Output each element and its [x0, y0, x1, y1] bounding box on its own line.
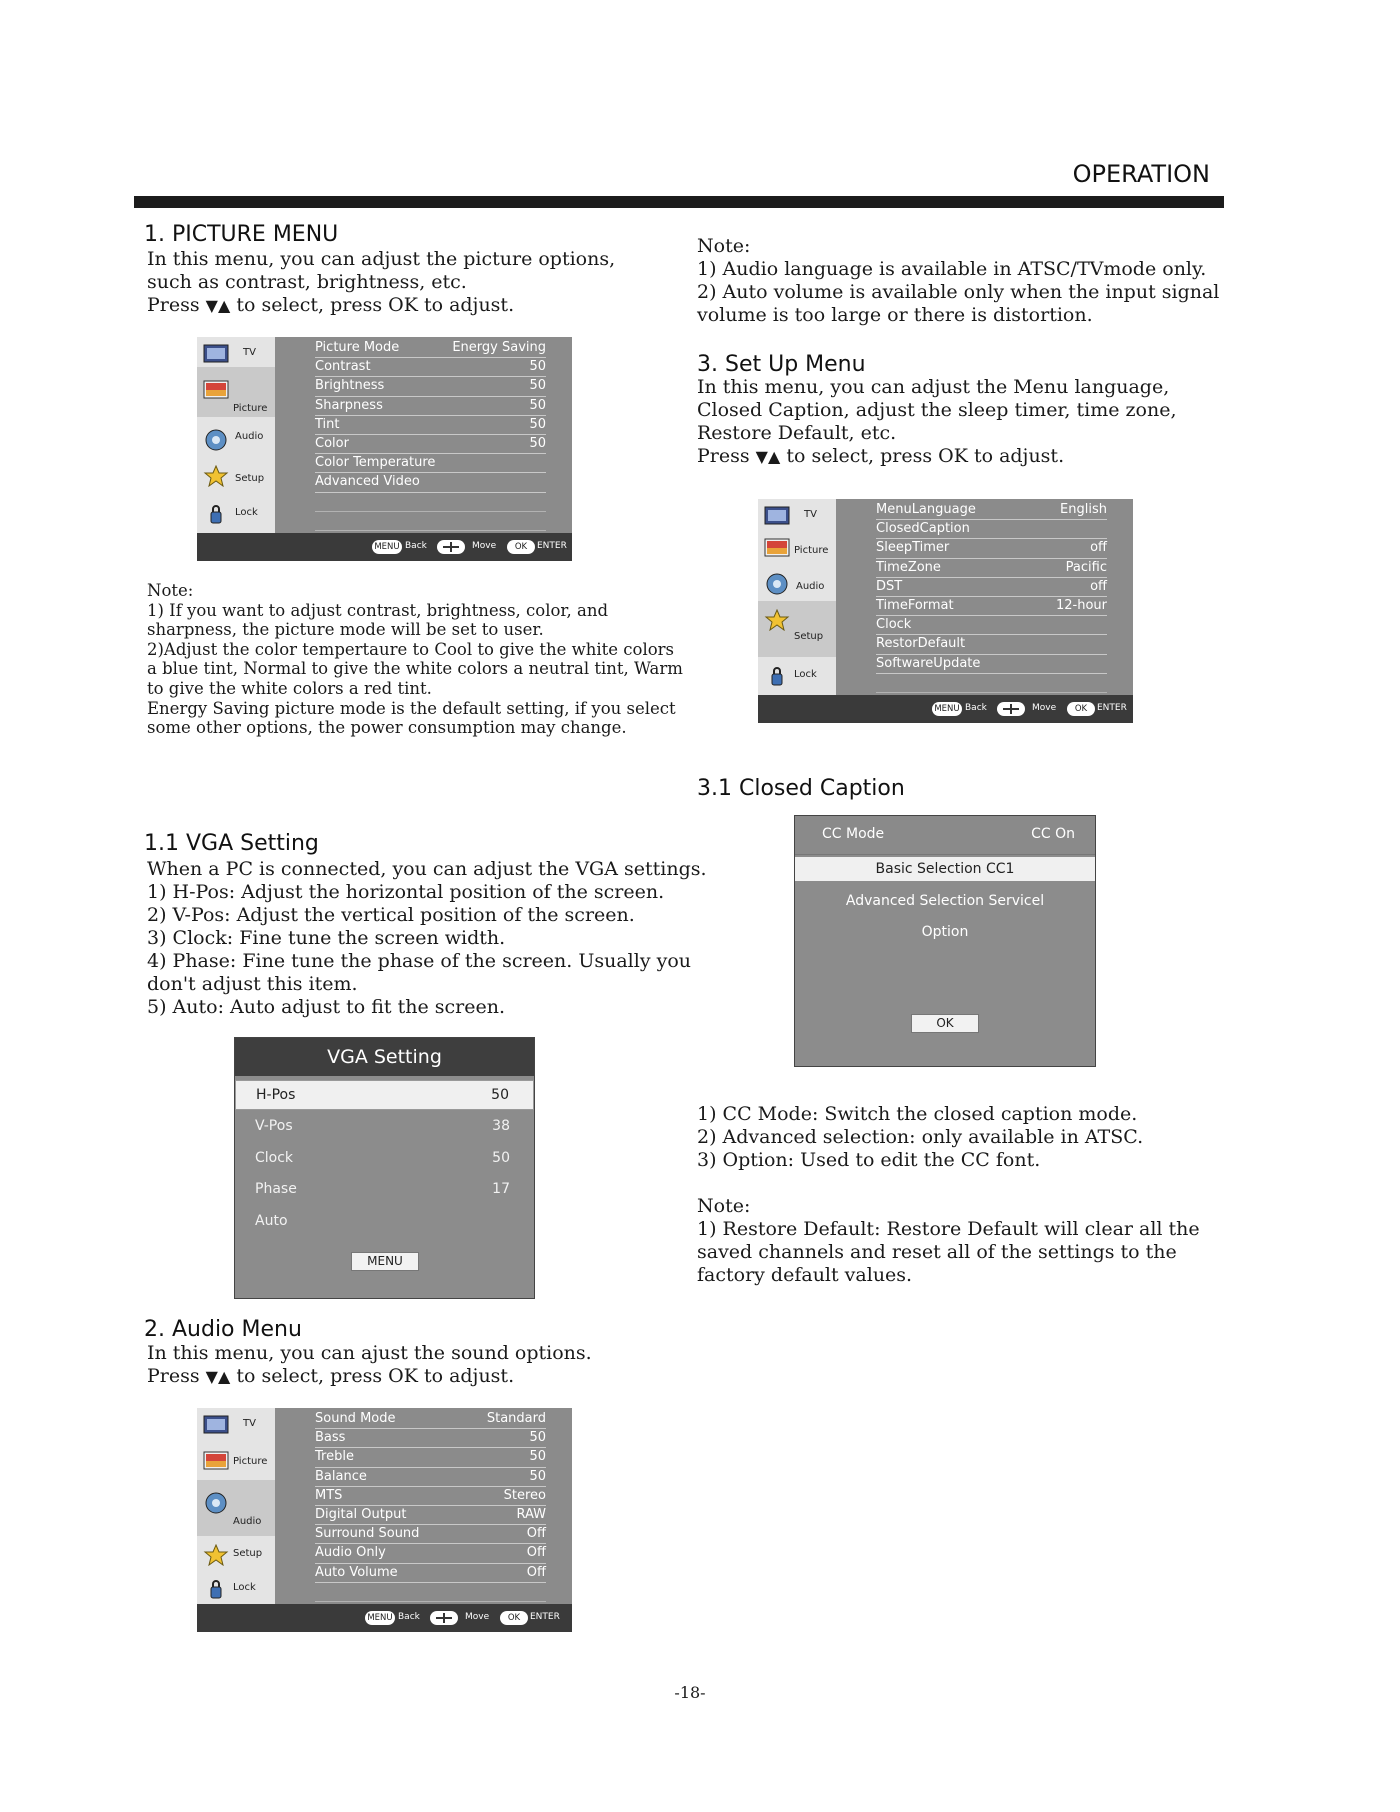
sidebar-label: TV — [243, 1418, 256, 1429]
vga-row-clock[interactable] — [235, 1144, 534, 1172]
note-line: some other options, the power consumption may change. — [147, 718, 627, 738]
sidebar-label: Setup — [233, 1548, 263, 1559]
row-value: off — [1090, 540, 1107, 556]
row-label: Brightness — [315, 378, 385, 394]
setup-menu-intro — [697, 376, 1177, 468]
tv-icon — [203, 1414, 229, 1436]
vga-row-phase[interactable] — [235, 1175, 534, 1203]
row-label: TimeZone — [876, 559, 941, 575]
sidebar-item-picture[interactable] — [758, 531, 836, 571]
menu-row[interactable] — [315, 1525, 546, 1544]
row-value: Standard — [486, 1411, 546, 1426]
setup-menu-heading: 3. Set Up Menu — [697, 352, 866, 377]
note-line: volume is too large or there is distortion. — [697, 304, 1093, 326]
row-value: 50 — [529, 1449, 546, 1465]
menu-row[interactable] — [315, 1448, 546, 1467]
menu-row-empty — [315, 512, 546, 531]
move-label: Move — [472, 541, 497, 551]
ok-key[interactable]: OK — [507, 540, 535, 554]
row-label: Clock — [255, 1150, 294, 1166]
menu-row[interactable] — [315, 1544, 546, 1563]
row-label: Digital Output — [315, 1506, 407, 1522]
intro-line: In this menu, you can ajust the sound options. — [147, 1342, 592, 1364]
setup-menu-screen — [758, 499, 1133, 723]
ok-key[interactable]: OK — [500, 1611, 528, 1625]
vga-line: don't adjust this item. — [147, 973, 358, 995]
row-value: 50 — [529, 1468, 546, 1484]
sidebar-item-setup[interactable] — [758, 601, 836, 657]
intro-line: Restore Default, etc. — [697, 422, 897, 444]
intro-line: In this menu, you can adjust the picture options, — [147, 248, 616, 270]
menu-row[interactable] — [315, 1487, 546, 1506]
row-value: 50 — [492, 1150, 510, 1166]
sidebar-label: TV — [804, 509, 817, 520]
row-value: 50 — [529, 435, 546, 451]
note-line: to give the white colors a red tint. — [147, 678, 432, 698]
wrench-icon — [764, 609, 790, 631]
picture-menu-heading: 1. PICTURE MENU — [144, 222, 339, 247]
press-instruction — [147, 294, 615, 317]
vga-row-hpos[interactable] — [235, 1080, 534, 1110]
row-value: 17 — [492, 1181, 510, 1197]
closed-caption-heading: 3.1 Closed Caption — [697, 776, 905, 801]
row-label: DST — [876, 578, 903, 594]
row-label: Contrast — [315, 359, 371, 375]
sidebar-label: Picture — [233, 1456, 268, 1467]
row-label: Advanced Video — [315, 474, 420, 490]
menu-rows — [315, 1410, 546, 1602]
picture-icon — [203, 1450, 229, 1472]
vga-line: 2) V-Pos: Adjust the vertical position of the screen. — [147, 904, 635, 926]
move-arrows-icon — [997, 702, 1025, 716]
arrow-keys-icon: ▼▲ — [205, 296, 231, 315]
row-label: RestorDefault — [876, 636, 966, 652]
row-label: SleepTimer — [876, 540, 950, 556]
vga-heading: 1.1 VGA Setting — [144, 831, 319, 856]
press-prefix: Press — [147, 294, 200, 316]
sidebar-label: Audio — [235, 431, 264, 442]
sidebar-label: Lock — [235, 507, 258, 518]
row-label: Clock — [876, 617, 912, 633]
back-label: Back — [398, 1612, 420, 1622]
menu-sidebar — [197, 337, 275, 533]
menu-row[interactable] — [876, 501, 1107, 520]
row-label: ClosedCaption — [876, 521, 970, 537]
note-title: Note: — [147, 581, 194, 600]
menu-rows — [315, 339, 546, 531]
tv-icon — [203, 343, 229, 365]
row-label: Bass — [315, 1430, 346, 1446]
back-label: Back — [965, 703, 987, 713]
row-value: RAW — [516, 1506, 546, 1522]
sidebar-label: Lock — [794, 669, 817, 680]
menu-row[interactable] — [315, 1564, 546, 1583]
note-title: Note: — [697, 1195, 751, 1217]
vga-title: VGA Setting — [235, 1038, 534, 1076]
page-number: -18- — [674, 1683, 706, 1702]
row-value: 50 — [529, 378, 546, 394]
row-value: 38 — [492, 1118, 510, 1134]
lock-icon — [764, 665, 790, 687]
menu-row-empty — [315, 1583, 546, 1602]
menu-row[interactable] — [315, 377, 546, 396]
header-rule — [134, 196, 1224, 208]
row-value: 50 — [529, 359, 546, 375]
lock-icon — [203, 1578, 229, 1600]
row-label: Audio Only — [315, 1545, 386, 1561]
row-label: H-Pos — [256, 1087, 296, 1103]
vga-row-vpos[interactable] — [235, 1112, 534, 1140]
audio-note — [697, 235, 1219, 327]
picture-menu-intro — [147, 248, 615, 317]
vga-line: 4) Phase: Fine tune the phase of the screen. Usually you — [147, 950, 692, 972]
vga-line: 3) Clock: Fine tune the screen width. — [147, 927, 506, 949]
press-instruction — [697, 445, 1177, 468]
cc-line: 3) Option: Used to edit the CC font. — [697, 1149, 1041, 1171]
row-label: Color Temperature — [315, 455, 436, 471]
press-instruction — [147, 1365, 592, 1388]
speaker-icon — [203, 1492, 229, 1514]
row-value: Stereo — [503, 1487, 546, 1503]
row-value: 12-hour — [1055, 597, 1107, 613]
vga-description — [147, 858, 707, 1019]
menu-row[interactable] — [876, 597, 1107, 616]
row-label: V-Pos — [255, 1118, 293, 1134]
row-value: Off — [526, 1526, 546, 1542]
row-value: Off — [526, 1564, 546, 1580]
row-value: English — [1060, 502, 1107, 517]
picture-note — [147, 581, 683, 738]
row-label: Tint — [315, 416, 340, 432]
menu-row[interactable] — [315, 435, 546, 454]
audio-menu-intro — [147, 1342, 592, 1388]
note-line: saved channels and reset all of the settings to the — [697, 1241, 1177, 1263]
picture-menu-screen — [197, 337, 572, 561]
cc-line: 2) Advanced selection: only available in ATSC. — [697, 1126, 1144, 1148]
press-prefix: Press — [147, 1365, 200, 1387]
enter-label: ENTER — [530, 1612, 560, 1622]
menu-row[interactable] — [315, 454, 546, 473]
lock-icon — [203, 503, 229, 525]
press-prefix: Press — [697, 445, 750, 467]
wrench-icon — [203, 465, 229, 487]
sidebar-label: Audio — [233, 1516, 262, 1527]
row-label: SoftwareUpdate — [876, 655, 981, 671]
intro-line: In this menu, you can adjust the Menu language, — [697, 376, 1170, 398]
note-line: 2) Auto volume is available only when the input signal — [697, 281, 1220, 303]
cc-advanced-selection[interactable]: Advanced Selection Servicel — [845, 893, 1045, 909]
row-label: Sound Mode — [315, 1411, 396, 1426]
note-line: a blue tint, Normal to give the white colors a neutral tint, Warm — [147, 659, 683, 679]
menu-row-empty — [315, 493, 546, 512]
sidebar-label: Setup — [794, 631, 824, 642]
note-line: 1) Restore Default: Restore Default will clear all the — [697, 1218, 1200, 1240]
row-value: 50 — [491, 1087, 509, 1103]
vga-line: 5) Auto: Auto adjust to fit the screen. — [147, 996, 505, 1018]
sidebar-item-picture[interactable] — [197, 1444, 275, 1484]
vga-line: 1) H-Pos: Adjust the horizontal position of the screen. — [147, 881, 665, 903]
picture-icon — [203, 379, 229, 401]
restore-default-note — [697, 1195, 1200, 1287]
sidebar-item-picture[interactable] — [197, 367, 275, 417]
picture-icon — [764, 537, 790, 559]
note-line: 1) Audio language is available in ATSC/TVmode only. — [697, 258, 1207, 280]
menu-key[interactable]: MENU — [932, 702, 962, 716]
row-label: Treble — [315, 1449, 354, 1465]
menu-row[interactable] — [876, 520, 1107, 539]
row-value: Pacific — [1065, 559, 1107, 575]
menu-row[interactable] — [315, 1468, 546, 1487]
enter-label: ENTER — [1097, 703, 1127, 713]
move-label: Move — [1032, 703, 1057, 713]
row-label: Color — [315, 435, 349, 451]
sidebar-label: TV — [243, 347, 256, 358]
menu-row-empty — [876, 674, 1107, 693]
row-label: TimeFormat — [876, 597, 954, 613]
audio-menu-heading: 2. Audio Menu — [144, 1317, 302, 1342]
menu-row[interactable] — [315, 358, 546, 377]
speaker-icon — [764, 573, 790, 595]
row-label: MenuLanguage — [876, 502, 976, 517]
cc-mode-value: CC On — [1031, 826, 1075, 842]
menu-rows — [876, 501, 1107, 693]
menu-row[interactable] — [315, 1410, 546, 1429]
menu-row[interactable] — [315, 473, 546, 492]
menu-footer — [758, 695, 1133, 723]
menu-row[interactable] — [876, 616, 1107, 635]
row-value: off — [1090, 578, 1107, 594]
menu-row[interactable] — [315, 416, 546, 435]
closed-caption-screen — [794, 815, 1096, 1067]
press-suffix: to select, press OK to adjust. — [236, 294, 515, 316]
menu-row[interactable] — [315, 397, 546, 416]
sidebar-item-lock[interactable] — [197, 497, 275, 537]
cc-mode-label: CC Mode — [822, 826, 885, 842]
intro-line: such as contrast, brightness, etc. — [147, 271, 467, 293]
row-value: 50 — [529, 397, 546, 413]
audio-menu-screen — [197, 1408, 572, 1632]
sidebar-label: Picture — [794, 545, 829, 556]
sidebar-item-audio[interactable] — [197, 1480, 275, 1536]
menu-sidebar — [197, 1408, 275, 1604]
vga-row-auto[interactable] — [235, 1207, 534, 1235]
menu-row[interactable] — [876, 539, 1107, 558]
cc-line: 1) CC Mode: Switch the closed caption mode. — [697, 1103, 1138, 1125]
menu-row[interactable] — [315, 1506, 546, 1525]
cc-mode-row[interactable] — [795, 816, 1095, 855]
note-line: 2)Adjust the color tempertaure to Cool to give the white colors — [147, 639, 675, 659]
row-label: Sharpness — [315, 397, 383, 413]
menu-row[interactable] — [315, 1429, 546, 1448]
page-header-title: OPERATION — [1072, 160, 1210, 188]
move-arrows-icon — [430, 1611, 458, 1625]
row-value: Energy Saving — [452, 340, 546, 355]
menu-key[interactable]: MENU — [372, 540, 402, 554]
sidebar-item-setup[interactable] — [197, 459, 275, 499]
ok-key[interactable]: OK — [1067, 702, 1095, 716]
row-label: Surround Sound — [315, 1526, 420, 1542]
row-value: 50 — [529, 416, 546, 432]
vga-line: When a PC is connected, you can adjust the VGA settings. — [147, 858, 707, 880]
note-title: Note: — [697, 235, 751, 257]
menu-row[interactable] — [315, 339, 546, 358]
sidebar-label: Lock — [233, 1582, 256, 1593]
sidebar-label: Audio — [796, 581, 825, 592]
menu-row[interactable] — [876, 578, 1107, 597]
row-label: Auto — [255, 1213, 288, 1229]
row-value: 50 — [529, 1430, 546, 1446]
vga-setting-screen — [234, 1037, 535, 1299]
row-label: Phase — [255, 1181, 297, 1197]
menu-row[interactable] — [876, 559, 1107, 578]
row-label: MTS — [315, 1487, 343, 1503]
cc-ok-button[interactable]: OK — [911, 1014, 979, 1033]
cc-option[interactable]: Option — [921, 924, 969, 940]
sidebar-item-audio[interactable] — [197, 423, 275, 463]
row-label: Balance — [315, 1468, 367, 1484]
move-label: Move — [465, 1612, 490, 1622]
speaker-icon — [203, 429, 229, 451]
sidebar-label: Setup — [235, 473, 265, 484]
intro-line: Closed Caption, adjust the sleep timer, time zone, — [697, 399, 1177, 421]
closed-caption-description — [697, 1103, 1143, 1172]
move-arrows-icon — [437, 540, 465, 554]
menu-key[interactable]: MENU — [365, 1611, 395, 1625]
sidebar-label: Picture — [233, 403, 268, 414]
press-suffix: to select, press OK to adjust. — [236, 1365, 515, 1387]
menu-footer — [197, 533, 572, 561]
note-line: factory default values. — [697, 1264, 913, 1286]
menu-sidebar — [758, 499, 836, 695]
menu-footer — [197, 1604, 572, 1632]
note-line: sharpness, the picture mode will be set to user. — [147, 620, 544, 640]
menu-row[interactable] — [876, 635, 1107, 654]
back-label: Back — [405, 541, 427, 551]
sidebar-item-tv[interactable] — [197, 1408, 275, 1448]
wrench-icon — [203, 1544, 229, 1566]
note-line: Energy Saving picture mode is the default setting, if you select — [147, 698, 676, 718]
sidebar-item-lock[interactable] — [758, 659, 836, 699]
menu-row[interactable] — [876, 655, 1107, 674]
row-value: Off — [526, 1545, 546, 1561]
enter-label: ENTER — [537, 541, 567, 551]
press-suffix: to select, press OK to adjust. — [786, 445, 1065, 467]
row-label: Picture Mode — [315, 340, 400, 355]
arrow-keys-icon: ▼▲ — [755, 447, 781, 466]
tv-icon — [764, 505, 790, 527]
cc-basic-selection[interactable]: Basic Selection CC1 — [795, 857, 1095, 881]
row-label: Auto Volume — [315, 1564, 398, 1580]
arrow-keys-icon: ▼▲ — [205, 1367, 231, 1386]
vga-menu-button[interactable]: MENU — [351, 1252, 419, 1271]
note-line: 1) If you want to adjust contrast, brightness, color, and — [147, 600, 609, 620]
